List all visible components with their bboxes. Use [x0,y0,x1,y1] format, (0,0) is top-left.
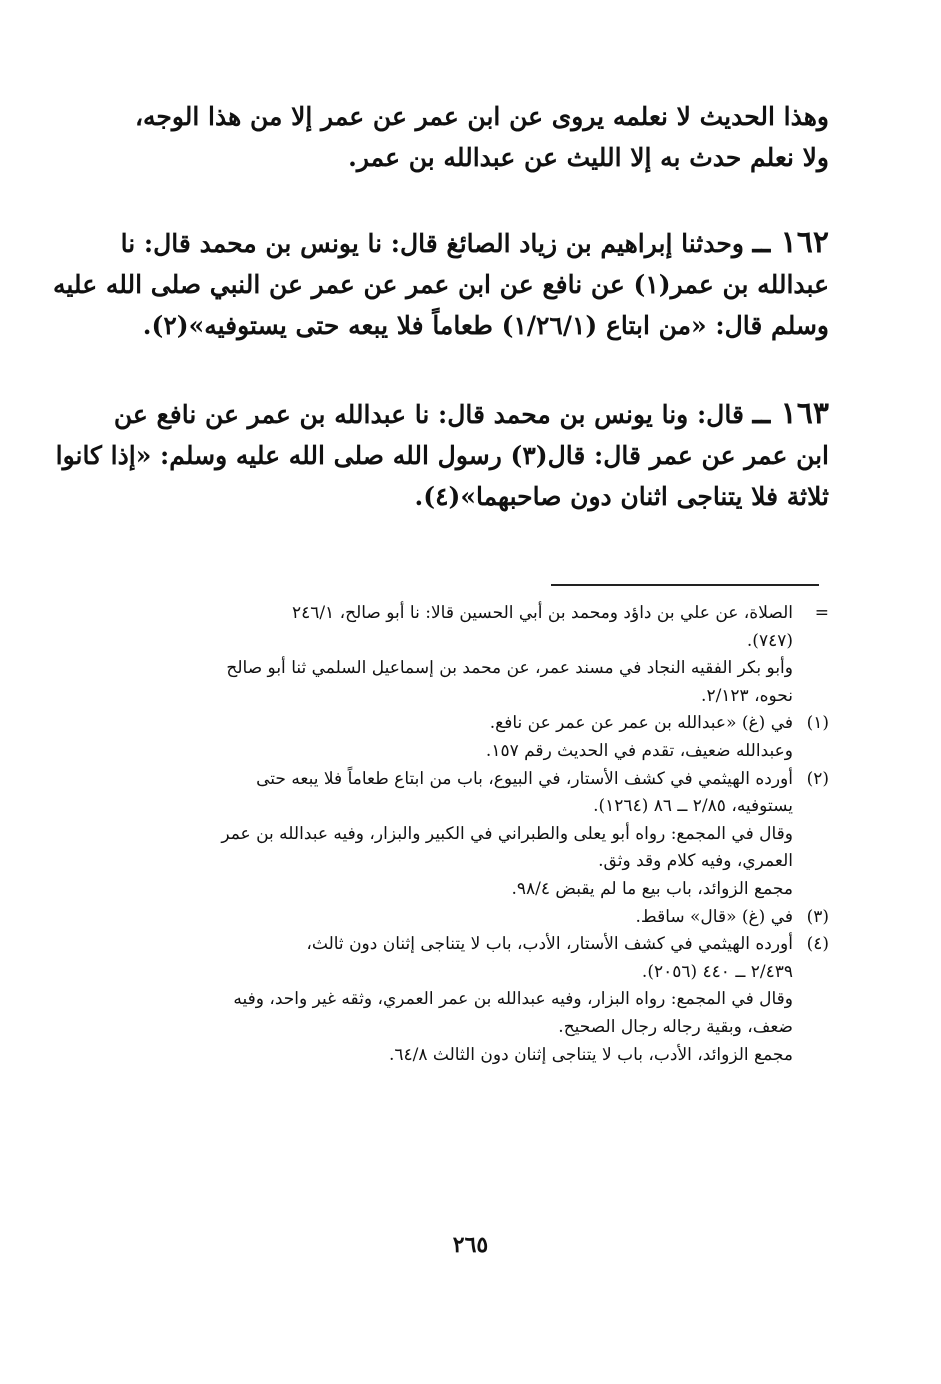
footnote-line: أورده الهيثمي في كشف الأستار، الأدب، باب لا يتناجى إثنان دون ثالث، [306,934,793,955]
footnote-3 [127,904,829,932]
footnote-line: وقال في المجمع: رواه البزار، وفيه عبدالله بن عمر العمري، وثقه غير واحد، وفيه [233,989,793,1010]
text-line: ثلاثة فلا يتناجى اثنان دون صاحبهما»(٤). [414,482,829,511]
footnote-continuation [127,600,829,655]
footnote-mark [793,1042,829,1070]
hadith-number: ١٦٢ ــ [752,225,829,260]
footnote-4 [127,931,829,986]
footnote-mark [793,876,829,904]
text-line: ولا نعلم حدث به إلا الليث عن عبدالله بن عمر. [348,143,829,172]
page-number: ٢٦٥ [452,1232,489,1258]
footnote-item [127,986,829,1041]
footnote-separator [551,584,819,586]
footnote-body [127,766,793,821]
footnote-body [127,710,793,738]
footnote-mark: (٤) [806,934,829,955]
footnote-item [127,1042,829,1070]
footnote-mark [793,821,829,876]
text-segment: قال: ونا يونس بن محمد قال: نا عبدالله بن عمر عن نافع عن [113,400,744,429]
footnote-line: مجمع الزوائد، باب بيع ما لم يقبض ٩٨/٤. [511,878,793,899]
footnote-line: وعبدالله ضعيف، تقدم في الحديث رقم ١٥٧. [485,740,793,761]
footnote-line: في (غ) «عبدالله بن عمر عن عمر عن نافع. [489,713,793,734]
footnote-line: يستوفيه، ٢/٨٥ ــ ٨٦ (١٢٦٤). [593,796,793,817]
footnote-body [127,904,793,932]
footnote-line: العمري، وفيه كلام وقد وثق. [598,851,793,872]
footnote-body [127,738,793,766]
footnote-mark: = [814,603,829,623]
footnote-mark: (٢) [806,768,829,789]
footnote-line: أورده الهيثمي في كشف الأستار، في البيوع، باب من ابتاع طعاماً فلا يبعه حتى [256,768,793,789]
footnote-line: مجمع الزوائد، الأدب، باب لا يتناجى إثنان دون الثالث ٦٤/٨. [388,1044,793,1065]
footnote-body [127,876,793,904]
footnote-mark: (٣) [806,906,829,927]
text-line: ابن عمر عن عمر قال: قال(٣) رسول الله صلى الله عليه وسلم: «إذا كانوا [55,441,829,470]
footnotes [127,600,829,1069]
text-segment: وحدثنا إبراهيم بن زياد الصائغ قال: نا يونس بن محمد قال: نا [120,229,744,258]
footnote-line: (٧٤٧). [746,630,793,651]
footnote-mark [793,738,829,766]
footnote-mark [793,655,829,710]
footnote-1 [127,710,829,738]
hadith-number: ١٦٣ ــ [752,396,829,431]
hadith-162 [52,222,829,346]
hadith-163 [55,393,829,517]
footnote-body [127,986,793,1041]
footnote-body [127,655,793,710]
paragraph-intro [117,96,829,178]
footnote-mark [793,986,829,1041]
footnote-line: الصلاة، عن علي بن داؤد ومحمد بن أبي الحسين قالا: نا أبو صالح، ٢٤٦/١ [291,603,793,623]
footnote-item [127,738,829,766]
text-line [113,393,829,435]
text-line: عبدالله بن عمر(١) عن نافع عن ابن عمر عن عمر عن النبي صلى الله عليه [52,270,829,299]
footnote-line: نحوه، ٢/١٢٣. [701,685,793,706]
footnote-item [127,821,829,876]
footnote-body [127,931,793,986]
text-line [117,222,829,264]
footnote-item [127,876,829,904]
footnote-body [127,1042,793,1070]
footnote-body [127,600,793,655]
footnote-body [127,821,793,876]
footnote-line: في (غ) «قال» ساقط. [635,906,793,927]
footnote-2 [127,766,829,821]
footnote-item [127,655,829,710]
text-line: وسلم قال: «من ابتاع (١/٢٦/١) طعاماً فلا يبعه حتى يستوفيه»(٢). [142,311,829,340]
footnote-line: وقال في المجمع: رواه أبو يعلى والطبراني في الكبير والبزار، وفيه عبدالله بن عمر [221,823,793,844]
text-line: وهذا الحديث لا نعلمه يروى عن ابن عمر عن عمر إلا من هذا الوجه، [134,102,829,131]
footnote-line: ٢/٤٣٩ ــ ٤٤٠ (٢٠٥٦). [641,961,793,982]
footnote-mark: (١) [806,713,829,734]
footnote-line: وأبو بكر الفقيه النجاد في مسند عمر، عن محمد بن إسماعيل السلمي ثنا أبو صالح [226,658,793,679]
footnote-line: ضعف، وبقية رجاله رجال الصحيح. [558,1016,793,1037]
